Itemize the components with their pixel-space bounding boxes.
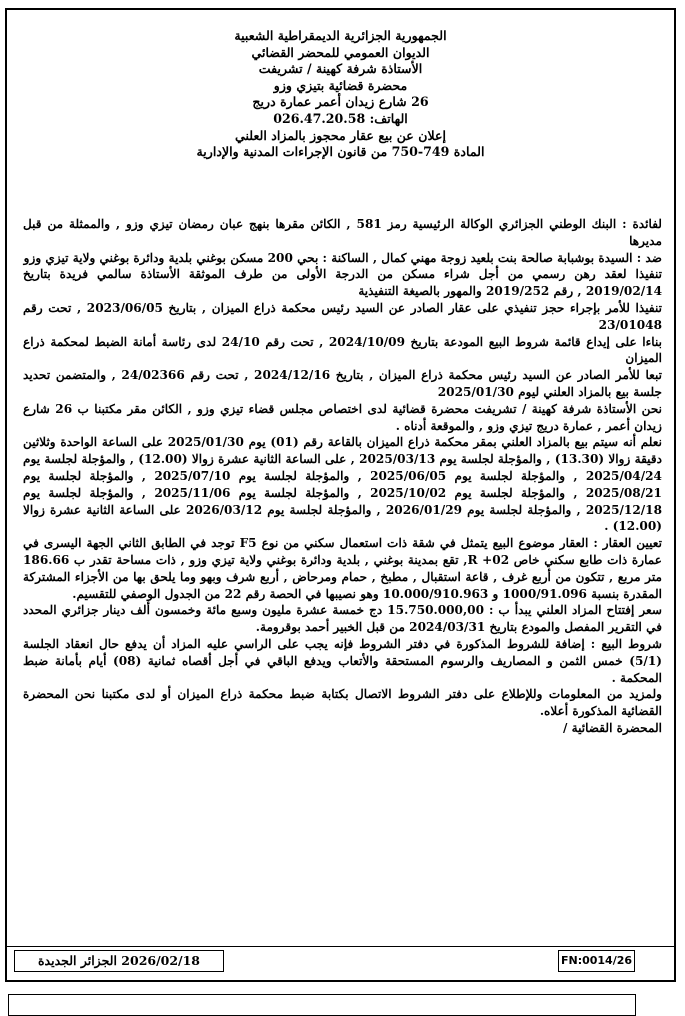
header-line-phone: الهاتف: 026.47.20.58 — [273, 110, 408, 126]
header-line-legal-article: المادة 749-750 من قانون الإجراءات المدنية والإدارية — [196, 144, 485, 160]
header-line-announcement-title: إعلان عن بيع عقار محجوز بالمزاد العلني — [235, 127, 446, 143]
header-line-bailiff-title: محضرة قضائية بتيزي وزو — [273, 77, 408, 93]
notice-frame — [5, 8, 676, 982]
paragraph-opening-price: سعر إفتتاح المزاد العلني يبدأ ب : 15.750.000,00 دج خمسة عشرة مليون وسبع مائة وخمسون ألف دينار جزائري المحدد في التقرير المفصل والمودع بتاريخ 2024/03/31 من قبل الخبير أحمد بوقرومة. — [23, 603, 662, 635]
publication-date-box: 2026/02/18 الجزائر الجديدة — [14, 950, 224, 972]
paragraph-more-info: ولمزيد من المعلومات وللإطلاع على دفتر الشروط الاتصال بكتابة ضبط محكمة ذراع الميزان أو لدى مكتبنا نحن المحضرة القضائية المذكورة أعلاه. — [23, 687, 662, 719]
notice-header — [17, 28, 664, 161]
paragraph-beneficiary: لفائدة : البنك الوطني الجزائري الوكالة الرئيسية رمز 581 , الكائن مقرها بنهج عبان رمضان تيزي وزو , والممثلة من قبل مديرها — [23, 217, 662, 248]
paragraph-signature: المحضرة القضائية / — [562, 720, 662, 735]
header-line-office: الديوان العمومي للمحضر القضائي — [251, 44, 430, 60]
paragraph-sale-terms: شروط البيع : إضافة للشروط المذكورة في دفتر الشروط فإنه يجب على الراسي عليه المزاد أن يدفع حال انعقاد الجلسة (5/1) خمس الثمن و المصاريف والرسوم المستحقة والأتعاب ويدفع الباقي في أجل أقصاه ثمانية (08) أيام بأمانة ضبط المحكمة . — [23, 636, 662, 685]
paragraph-bailiff-statement: نحن الأستاذة شرفة كهينة / تشريفت محضرة قضائية لدى اختصاص مجلس قضاء تيزي وزو , الكائن مقر مكتبنا ب 26 شارع زيدان أعمر , عمارة دريج تيزي وزو , والموقعة أدناه . — [23, 401, 662, 433]
header-line-republic: الجمهورية الجزائرية الديمقراطية الشعبية — [234, 28, 447, 43]
paragraph-mortgage: تنفيذا لعقد رهن رسمي من أجل شراء مسكن من الدرجة الأولى من طرف الموثقة الأستاذة سالمي فريدة بتاريخ 2019/02/14 , رقم 2019/252 والمهور بالصيغة التنفيذية — [23, 267, 662, 299]
header-line-bailiff-name: الأستاذة شرفة كهينة / تشريفت — [258, 61, 423, 77]
notice-body — [23, 216, 662, 737]
paragraph-property-description: تعيين العقار : العقار موضوع البيع يتمثل في شقة ذات استعمال سكني من نوع F5 توجد في الطابق الثاني الجهة اليسرى في عمارة ذات طابع سكني خاص R +02, تقع بمدينة بوغني , بلدية ودائرة بوغني ولاية تيزي وزو , ذات مساحة تقدر ب 186.66 متر مربع , تتكون من أربع غرف , قاعة استقبال , مطبخ , حمام ومرحاض , أربع شرف وبهو وما يلحق بها من الأجزاء المشتركة المقدرة بنسبة 1000/91.096 و 10.000/910.963 وهو نصيبها في الحصة رقم 22 من الجدول الوصفي للتقسيم. — [23, 536, 662, 601]
next-notice-frame — [8, 994, 636, 1016]
paragraph-seizure-order: تنفيذا للأمر بإجراء حجز تنفيذي على عقار الصادر عن السيد رئيس محكمة ذراع الميزان , بتاريخ 2023/06/05 , تحت رقم 23/01048 — [23, 300, 662, 332]
header-line-address: 26 شارع زيدان أعمر عمارة دريج — [252, 94, 429, 110]
footer-divider — [5, 946, 676, 947]
paragraph-against: ضد : السيدة بوشبابة صالحة بنت بلعيد زوجة مهني كمال , الساكنة : بحي 200 مسكن بوغني بلدية ودائرة بوغني ولاية تيزي وزو — [23, 250, 662, 265]
file-number-box: FN:0014/26 — [558, 950, 635, 972]
paragraph-conditions-filing: بناءا على إيداع قائمة شروط البيع المودعة بتاريخ 2024/10/09 , تحت رقم 24/10 لدى رئاسة أمانة الضبط لمحكمة ذراع الميزان — [23, 334, 662, 366]
paragraph-auction-dates: نعلم أنه سيتم بيع بالمزاد العلني بمقر محكمة ذراع الميزان بالقاعة رقم (01) يوم 2025/01/30 على الساعة الواحدة وثلاثين دقيقة زوالا (13.30) , والمؤجلة لجلسة يوم 2025/03/13 , على الساعة الثانية عشرة زوالا (12.00) , والمؤجلة لجلسة يوم 2025/04/24 , والمؤجلة لجلسة يوم 2025/06/05 , والمؤجلة لجلسة يوم 2025/07/10 , والمؤجلة لجلسة يوم 2025/08/21 , والمؤجلة لجلسة يوم 2025/10/02 , والمؤجلة لجلسة يوم 2025/11/06 , والمؤجلة لجلسة يوم 2025/12/18 , والمؤجلة لجلسة يوم 2026/01/29 , والمؤجلة لجلسة يوم 2026/03/12 على الساعة الثانية عشرة زوالا (12.00) . — [23, 435, 662, 534]
paragraph-court-order: تبعا للأمر الصادر عن السيد رئيس محكمة ذراع الميزان , بتاريخ 2024/12/16 , تحت رقم 24/02366 , والمتضمن تحديد جلسة بيع بالمزاد العلني ليوم 2025/01/30 — [23, 368, 662, 399]
